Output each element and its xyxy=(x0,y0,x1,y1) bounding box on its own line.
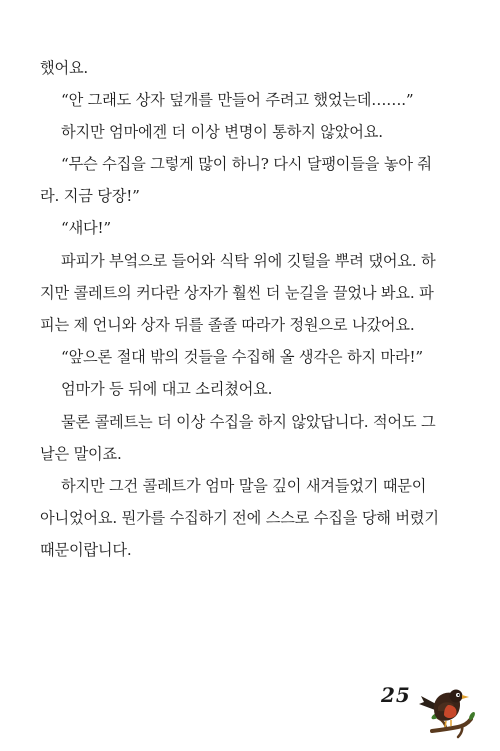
text-line: 지만 콜레트의 커다란 상자가 훨씬 더 눈길을 끌었나 봐요. 파 xyxy=(40,284,434,302)
text-line: 때문이랍니다. xyxy=(40,541,132,559)
text-line: “무슨 수집을 그렇게 많이 하니? 다시 달팽이들을 놓아 줘 xyxy=(61,155,432,173)
text-line: 라. 지금 당장!” xyxy=(40,187,140,205)
text-line: 파피가 부엌으로 들어와 식탁 위에 깃털을 뿌려 댔어요. 하 xyxy=(61,252,436,270)
text-line: 피는 제 언니와 상자 뒤를 졸졸 따라가 정원으로 나갔어요. xyxy=(40,316,415,334)
text-line: 아니었어요. 뭔가를 수집하기 전에 스스로 수집을 당해 버렸기 xyxy=(40,509,439,527)
page-number: 25 xyxy=(381,683,411,707)
text-line: 하지만 그건 콜레트가 엄마 말을 깊이 새겨들었기 때문이 xyxy=(61,477,427,495)
text-line: “새다!” xyxy=(61,219,111,237)
text-line: 날은 말이죠. xyxy=(40,445,122,463)
text-line: 하지만 엄마에겐 더 이상 변명이 통하지 않았어요. xyxy=(61,123,383,141)
text-line: 물론 콜레트는 더 이상 수집을 하지 않았답니다. 적어도 그 xyxy=(61,413,436,431)
text-line: “안 그래도 상자 덮개를 만들어 주려고 했었는데…….” xyxy=(61,91,414,109)
text-line: 엄마가 등 뒤에 대고 소리쳤어요. xyxy=(61,380,273,398)
text-line: 했어요. xyxy=(40,59,89,77)
text-line: “앞으론 절대 밖의 것들을 수집해 올 생각은 하지 마라!” xyxy=(61,348,423,366)
bird-on-branch-icon xyxy=(418,683,476,739)
